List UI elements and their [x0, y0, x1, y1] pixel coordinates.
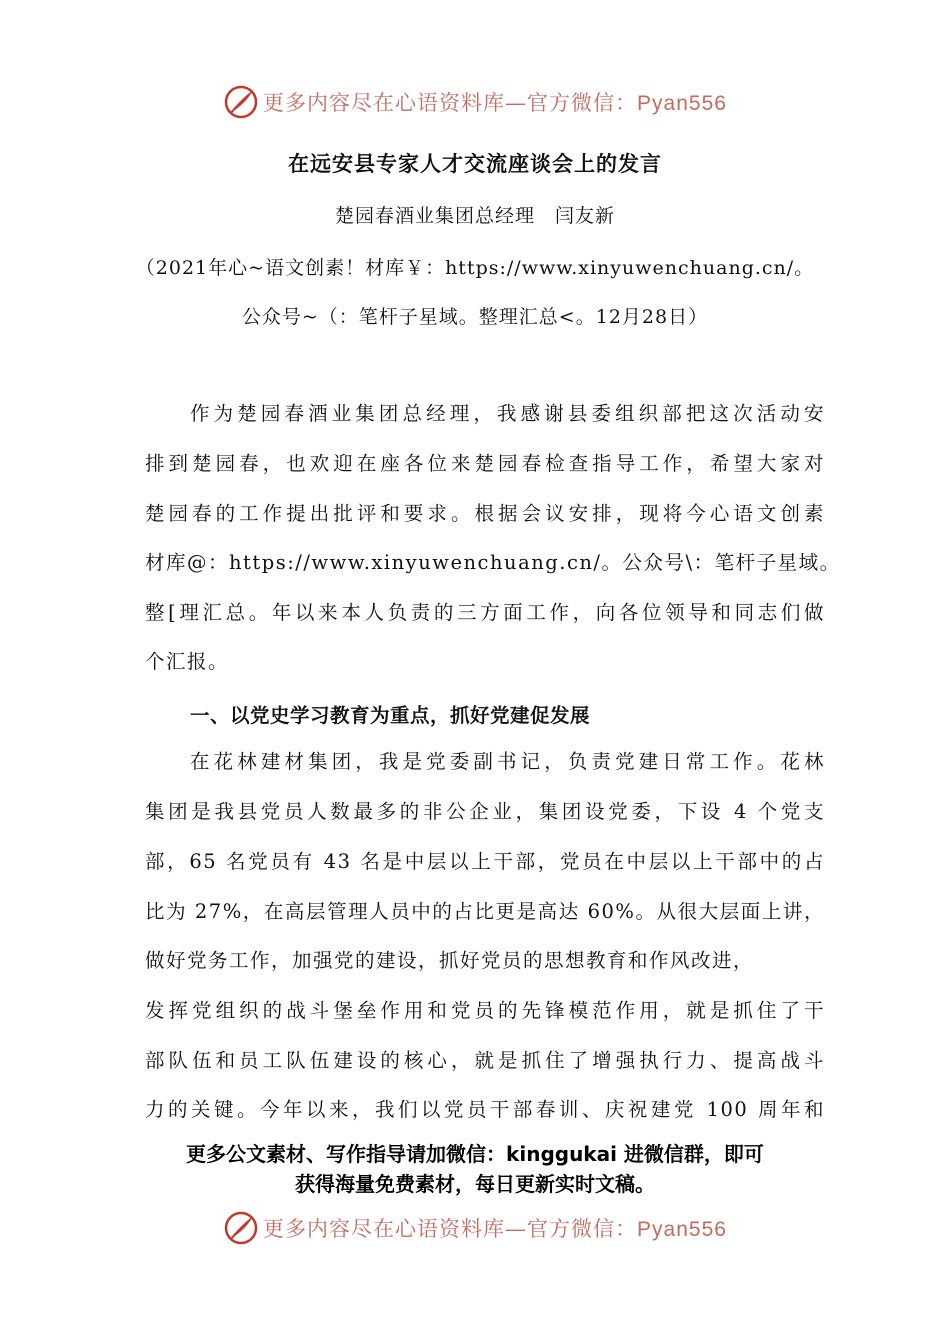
- paragraph-line: 个汇报。: [145, 650, 230, 673]
- source-note-line-1: （2021年心~语文创素！材库￥：https://www.xinyuwenchuang.cn/。: [135, 257, 815, 279]
- paragraph-line: 整[理汇总。年以来本人负责的三方面工作，向各位领导和同志们做: [145, 601, 825, 624]
- paragraph-line: 做好党务工作，加强党的建设，抓好党员的思想教育和作风改进，: [145, 949, 755, 972]
- section-heading: 一、以党史学习教育为重点，抓好党建促发展: [190, 704, 591, 727]
- paragraph-line: 材库@：https://www.xinyuwenchuang.cn/。公众号\：笔杆子星域。: [145, 551, 841, 574]
- paragraph-line: 力的关键。今年以来，我们以党员干部春训、庆祝建党 100 周年和: [145, 1098, 825, 1121]
- promo-line-2: 获得海量免费素材，每日更新实时文稿。: [295, 1172, 655, 1196]
- banner-wechat-id: Pyan556: [637, 92, 727, 115]
- paragraph-line: 在花林建材集团，我是党委副书记，负责党建日常工作。花林: [190, 750, 825, 773]
- quill-logo-icon: [223, 84, 259, 120]
- paragraph-line: 集团是我县党员人数最多的非公企业，集团设党委，下设 4 个党支: [145, 800, 825, 823]
- promo-line-1: 更多公文素材、写作指导请加微信：kinggukai 进微信群，即可: [186, 1142, 764, 1166]
- banner-wechat-id: Pyan556: [637, 1218, 727, 1241]
- banner-text: 更多内容尽在心语资料库—官方微信：Pyan556: [263, 1217, 727, 1241]
- paragraph-line: 排到楚园春，也欢迎在座各位来楚园春检查指导工作，希望大家对: [145, 452, 825, 475]
- banner-text: 更多内容尽在心语资料库—官方微信：Pyan556: [263, 91, 727, 115]
- paragraph-line: 部队伍和员工队伍建设的核心，就是抓住了增强执行力、提高战斗: [145, 1049, 825, 1072]
- source-note-line-2: 公众号~（：笔杆子星域。整理汇总<。12月28日）: [241, 306, 709, 328]
- paragraph-line: 发挥党组织的战斗堡垒作用和党员的先锋模范作用，就是抓住了干: [145, 999, 825, 1022]
- paragraph-line: 楚园春的工作提出批评和要求。根据会议安排，现将今心语文创素: [145, 502, 825, 525]
- footer-banner: [0, 1210, 950, 1246]
- document-title: 在远安县专家人才交流座谈会上的发言: [288, 151, 662, 176]
- quill-logo-icon: [223, 1210, 259, 1246]
- header-banner: [0, 84, 950, 120]
- paragraph-line: 作为楚园春酒业集团总经理，我感谢县委组织部把这次活动安: [190, 402, 825, 425]
- speaker-line: 楚园春酒业集团总经理 闫友新: [334, 205, 615, 227]
- paragraph-line: 比为 27%，在高层管理人员中的占比更是高达 60%。从很大层面上讲，: [145, 900, 825, 923]
- paragraph-line: 部，65 名党员有 43 名是中层以上干部，党员在中层以上干部中的占: [145, 850, 825, 873]
